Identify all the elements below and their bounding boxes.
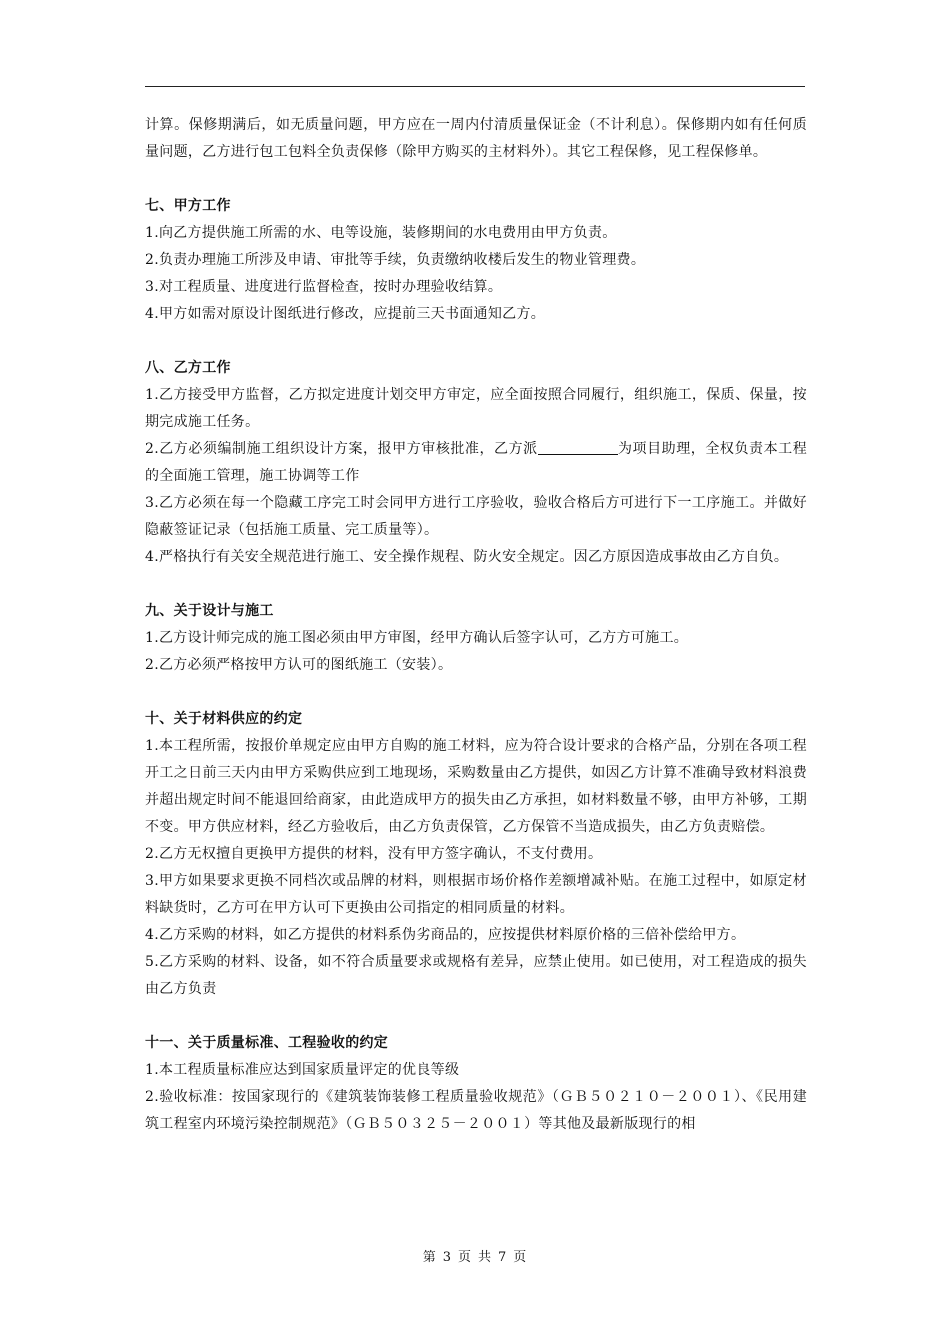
section-10-item: 2.乙方无权擅自更换甲方提供的材料，没有甲方签字确认，不支付费用。 (145, 846, 603, 862)
footer-total-label: 共 (478, 1250, 493, 1265)
section-10-item: 4.乙方采购的材料，如乙方提供的材料系伪劣商品的，应按提供材料原价格的三倍补偿给甲方。 (145, 927, 746, 943)
section-10-item: 3.甲方如果要求更换不同档次或品牌的材料，则根据市场价格作差额增减补贴。在施工过程中，如原定材料缺货时，乙方可在甲方认可下更换由公司指定的相同质量的材料。 (145, 873, 807, 916)
section-9-item: 2.乙方必须严格按甲方认可的图纸施工（安装）。 (145, 657, 453, 673)
section-7-item: 1.向乙方提供施工所需的水、电等设施，装修期间的水电费用由甲方负责。 (145, 225, 617, 241)
section-10-item: 5.乙方采购的材料、设备，如不符合质量要求或规格有差异，应禁止使用。如已使用，对工程造成的损失由乙方负责 (145, 954, 807, 997)
section-8-item-text: 为项目助理，全权负责本工程的全面施工管理，施工协调等工作 (145, 441, 807, 484)
section-7-title: 七、甲方工作 (145, 198, 231, 214)
section-7-item: 3.对工程质量、进度进行监督检查，按时办理验收结算。 (145, 279, 503, 295)
section-10-title: 十、关于材料供应的约定 (145, 711, 303, 727)
section-11-item: 2.验收标准：按国家现行的《建筑装饰装修工程质量验收规范》（ＧＢ５０２１０－２００１）、《民用建筑工程室内环境污染控制规范》（ＧＢ５０３２５－２００１）等其他及最新版现行的相 (145, 1089, 807, 1132)
section-10-item: 1.本工程所需，按报价单规定应由甲方自购的施工材料，应为符合设计要求的合格产品，分别在各项工程开工之日前三天内由甲方采购供应到工地现场，采购数量由乙方提供，如因乙方计算不准确导致材料浪费并超出规定时间不能退回给商家，由此造成甲方的损失由乙方承担，如材料数量不够，由甲方补够，工期不变。甲方供应材料，经乙方验收后，由乙方负责保管，乙方保管不当造成损失，由乙方负责赔偿。 (145, 738, 807, 835)
page-footer (0, 1246, 950, 1265)
section-8-item-assistant (145, 436, 807, 490)
intro-paragraph: 计算。保修期满后，如无质量问题，甲方应在一周内付清质量保证金（不计利息）。保修期内如有任何质量问题，乙方进行包工包料全负责保修（除甲方购买的主材料外）。其它工程保修，见工程保修单。 (145, 117, 807, 160)
section-8-item: 1.乙方接受甲方监督，乙方拟定进度计划交甲方审定，应全面按照合同履行，组织施工，保质、保量，按期完成施工任务。 (145, 387, 807, 430)
section-9-item: 1.乙方设计师完成的施工图必须由甲方审图，经甲方确认后签字认可，乙方方可施工。 (145, 630, 689, 646)
document-body (145, 112, 807, 1138)
section-8-item-text: 2.乙方必须编制施工组织设计方案，报甲方审核批准，乙方派 (145, 441, 538, 457)
section-7-item: 2.负责办理施工所涉及申请、审批等手续，负责缴纳收楼后发生的物业管理费。 (145, 252, 646, 268)
section-8-item: 4.严格执行有关安全规范进行施工、安全操作规程、防火安全规定。因乙方原因造成事故由乙方自负。 (145, 549, 789, 565)
section-11-title: 十一、关于质量标准、工程验收的约定 (145, 1035, 389, 1051)
section-8-item: 3.乙方必须在每一个隐藏工序完工时会同甲方进行工序验收，验收合格后方可进行下一工序施工。并做好隐蔽签证记录（包括施工质量、完工质量等）。 (145, 495, 807, 538)
section-11-item: 1.本工程质量标准应达到国家质量评定的优良等级 (145, 1062, 460, 1078)
footer-page-label: 页 (457, 1250, 472, 1265)
assistant-name-blank[interactable] (538, 440, 618, 455)
footer-prefix: 第 (422, 1250, 437, 1265)
section-9-title: 九、关于设计与施工 (145, 603, 274, 619)
current-page-number: 3 (442, 1250, 452, 1265)
section-8-title: 八、乙方工作 (145, 360, 231, 376)
section-7-item: 4.甲方如需对原设计图纸进行修改，应提前三天书面通知乙方。 (145, 306, 546, 322)
total-page-count: 7 (498, 1250, 508, 1265)
footer-suffix: 页 (513, 1250, 528, 1265)
header-rule (145, 86, 805, 87)
